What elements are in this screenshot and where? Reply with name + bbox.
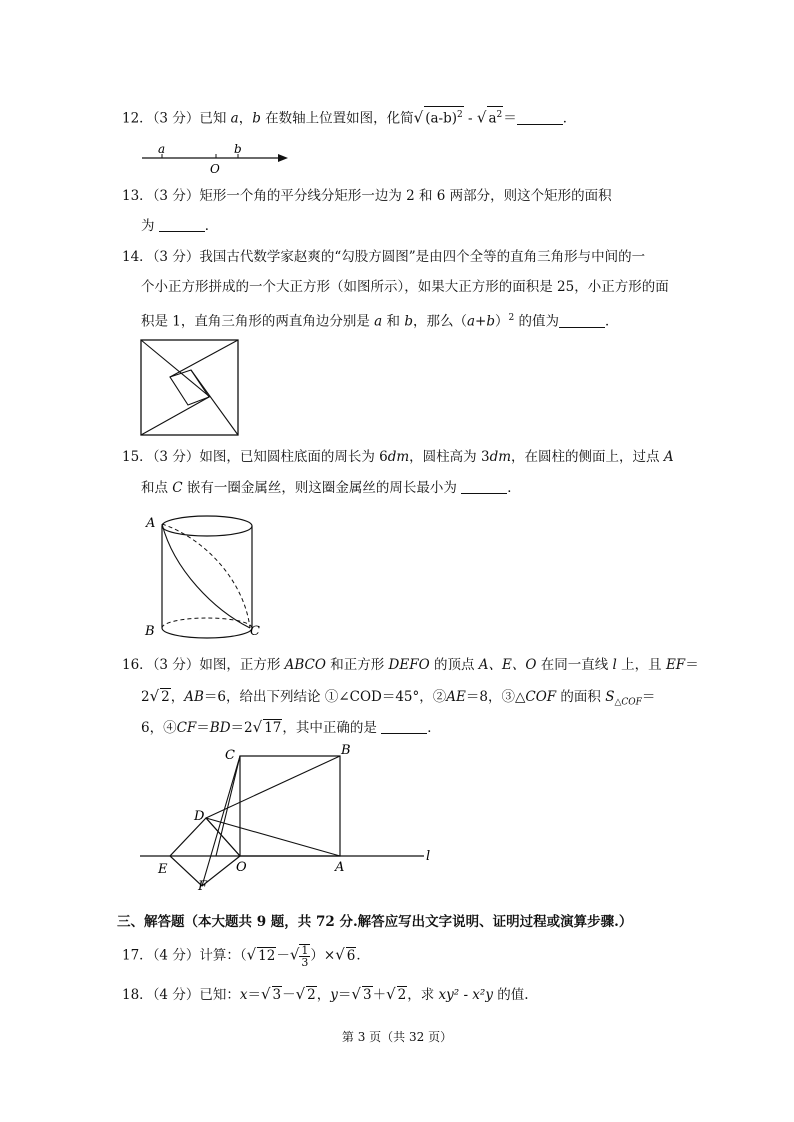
- question-number: 17．: [122, 947, 153, 964]
- answer-blank: [381, 719, 427, 734]
- page-footer: 第 3 页（共 32 页）: [341, 1030, 453, 1044]
- sqrt-sign: √: [476, 108, 487, 127]
- answer-blank: [559, 313, 605, 328]
- big-square: [141, 340, 238, 435]
- wire-back: [162, 524, 250, 628]
- label-d: D: [194, 809, 205, 824]
- q16-line-2: 2√ 2，AB＝6，给出下列结论 ①∠COD＝45°，②AE＝8，③△COF 的面积 $S_{\triangle COF}=$: [141, 687, 656, 708]
- cylinder-bottom-back: [162, 618, 252, 628]
- sqrt-sign: √: [335, 945, 345, 964]
- segment-do: [206, 818, 240, 856]
- label-a: A: [335, 860, 345, 875]
- segment-co-ext: [216, 756, 240, 856]
- sqrt-sign: √: [289, 945, 300, 964]
- segment-cf: [202, 756, 240, 886]
- sqrt-sign: √: [149, 687, 160, 705]
- zhao-shuang-square-figure: [140, 339, 240, 437]
- triangle-edge-2: [170, 340, 238, 377]
- section-3-title: 三、解答题（本大题共 9 题，共 72 分.解答应写出文字说明、证明过程或演算步骤.）: [117, 914, 633, 930]
- label-b: B: [341, 743, 351, 758]
- radicand: $(a-b)^2$: [424, 106, 464, 127]
- question-number: 13．: [122, 188, 153, 204]
- question-score: （3 分）: [152, 188, 200, 204]
- question-score: （4 分）: [152, 947, 200, 964]
- q16-line-1: 16．（3 分）如图，正方形 ABCO 和正方形 DEFO 的顶点 A、E、O 在同一直线 l 上，且 EF＝: [122, 657, 699, 673]
- sqrt-sign: √: [413, 108, 424, 127]
- question-number: 16．: [122, 657, 153, 673]
- label-a: a: [158, 142, 166, 156]
- question-score: （3 分）: [152, 449, 200, 465]
- q13-line-1: 13．（3 分）矩形一个角的平分线分矩形一边为 2 和 6 两部分，则这个矩形的面积: [122, 188, 612, 204]
- question-score: （3 分）: [152, 249, 200, 265]
- question-number: 15．: [122, 449, 153, 465]
- q14-line-1: 14．（3 分）我国古代数学家赵爽的“勾股方圆图”是由四个全等的直角三角形与中间的一: [122, 249, 646, 265]
- square-abco: [240, 756, 340, 856]
- question-score: （3 分）: [152, 110, 200, 127]
- segment-da: [206, 818, 340, 856]
- cylinder-bottom-front: [162, 628, 252, 638]
- sqrt-sign: √: [295, 985, 306, 1003]
- q14-line-2: 个小正方形拼成的一个大正方形（如图所示），如果大正方形的面积是 25，小正方形的面: [141, 279, 669, 295]
- label-a: A: [146, 516, 156, 531]
- triangle-edge-4: [141, 397, 209, 435]
- label-b: b: [234, 142, 242, 156]
- cylinder-figure: [144, 510, 269, 642]
- squares-figure: [136, 740, 436, 892]
- q18-line: 18．（4 分）已知：x＝√ 3－√ 2，y＝√ 3＋√ 2，求 xy² - x²y 的值.: [122, 985, 529, 1003]
- fraction: $\frac{1}{3}$: [301, 944, 309, 969]
- question-score: （3 分）: [152, 657, 200, 673]
- q17-line: 17．（4 分）计算：（√ 12－√ $\frac{1}{3}$ ）×√ 6．: [122, 944, 370, 969]
- q13-line-2: 为 ．: [141, 218, 219, 234]
- triangle-edge-3: [170, 377, 238, 435]
- sqrt-sign: √: [386, 985, 396, 1003]
- q16-line-3: 6，④CF＝BD＝2√ 17，其中正确的是 ．: [141, 718, 441, 736]
- label-e: E: [158, 862, 168, 877]
- question-number: 18．: [122, 987, 153, 1003]
- answer-blank: [517, 110, 563, 125]
- wire-front: [162, 524, 250, 628]
- q14-line-3: 积是 1，直角三角形的两直角边分别是 a 和 b，那么$(a+b)^2$ 的值为 ．: [141, 313, 619, 330]
- answer-blank: [461, 479, 507, 494]
- label-b: B: [145, 624, 155, 639]
- label-l: l: [426, 849, 431, 864]
- question-number: 12．: [122, 110, 153, 127]
- q15-line-2: 和点 C 嵌有一圈金属丝，则这圈金属丝的周长最小为 ．: [141, 480, 521, 496]
- number-line-arrow: [278, 154, 288, 162]
- label-o: O: [210, 162, 220, 176]
- number-line-figure: [138, 140, 298, 176]
- sqrt-sign: √: [260, 985, 271, 1003]
- label-f: F: [198, 879, 208, 892]
- label-c: C: [225, 748, 235, 763]
- radicand: $a^2$: [487, 106, 503, 127]
- q12-line: 12．（3 分）已知 a，b 在数轴上位置如图，化简√ $(a-b)^2$ - √ $a^2=$ ．: [122, 106, 576, 129]
- sqrt-sign: √: [246, 945, 257, 964]
- cylinder-top: [162, 516, 252, 536]
- question-score: （4 分）: [152, 987, 200, 1003]
- label-c: C: [250, 624, 260, 639]
- segment-db: [206, 756, 340, 818]
- triangle-edge-1: [141, 340, 210, 397]
- question-number: 14．: [122, 249, 153, 265]
- sqrt-sign: √: [351, 985, 361, 1003]
- q15-line-1: 15．（3 分）如图，已知圆柱底面的周长为 6dm，圆柱高为 3dm，在圆柱的侧面上，过点 A: [122, 449, 674, 465]
- label-o: O: [236, 860, 247, 875]
- answer-blank: [159, 217, 205, 232]
- small-square: [170, 370, 209, 405]
- sqrt-sign: √: [252, 718, 263, 736]
